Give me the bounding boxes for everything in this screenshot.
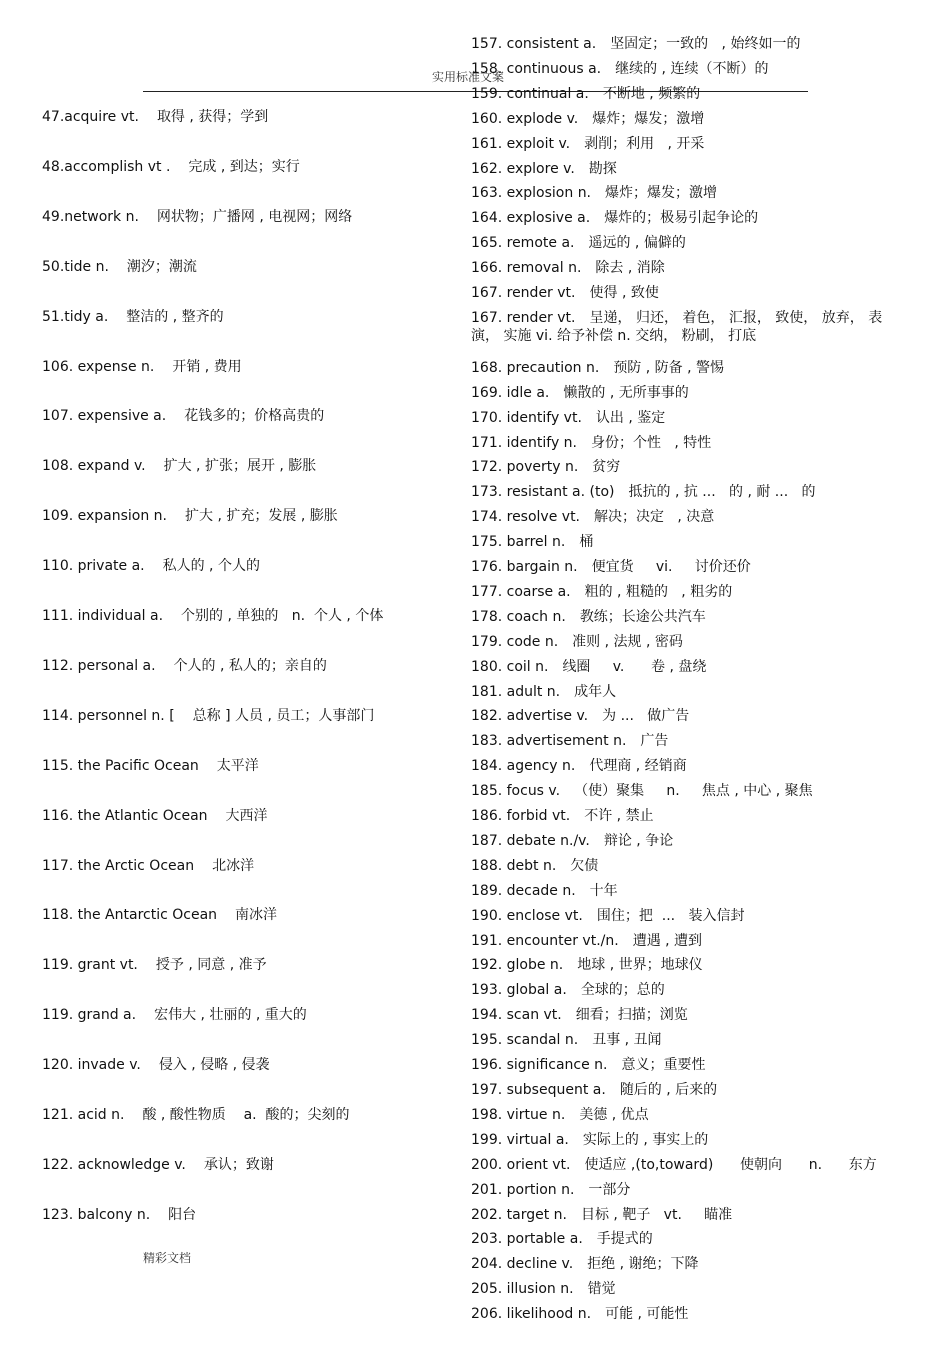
vocab-term: 194. scan vt. [471, 1007, 562, 1023]
vocab-definition: 地球 , 世界；地球仪 [577, 957, 703, 973]
vocab-entry [471, 35, 800, 53]
vocab-term: 111. individual a. [42, 608, 164, 624]
vocab-term: 109. expansion n. [42, 508, 168, 524]
vocab-entry [471, 1280, 616, 1298]
vocab-definition: （使）聚集 n. 焦点 , 中心 , 聚焦 [574, 783, 813, 799]
vocab-term: 198. virtue n. [471, 1107, 566, 1123]
vocab-term: 191. encounter vt./n. [471, 933, 619, 949]
vocab-term: 186. forbid vt. [471, 808, 571, 824]
vocab-entry [471, 135, 704, 153]
vocab-entry [471, 359, 724, 377]
vocab-entry [42, 857, 254, 875]
vocab-term: 162. explore v. [471, 161, 575, 177]
vocab-definition: 阳台 [168, 1207, 197, 1223]
vocab-definition: 侵入 , 侵略 , 侵袭 [158, 1057, 270, 1073]
vocab-term: 170. identify vt. [471, 410, 582, 426]
vocab-entry [471, 508, 714, 526]
vocab-definition: 不断地 , 频繁的 [602, 86, 701, 102]
vocab-term: 163. explosion n. [471, 185, 592, 201]
vocab-term: 169. idle a. [471, 385, 550, 401]
vocab-definition: 整洁的 , 整齐的 [126, 309, 224, 325]
vocab-term: 183. advertisement n. [471, 733, 627, 749]
vocab-term: 160. explode v. [471, 111, 579, 127]
vocab-term: 51.tidy a. [42, 309, 109, 325]
vocab-definition: 花钱多的；价格高贵的 [184, 408, 325, 424]
vocab-definition: 十年 [589, 883, 618, 899]
vocab-term: 112. personal a. [42, 658, 156, 674]
vocab-term: 114. personnel n. [ [42, 708, 175, 724]
vocab-term: 161. exploit v. [471, 136, 571, 152]
vocab-entry [42, 906, 277, 924]
vocab-term: 175. barrel n. [471, 534, 566, 550]
vocab-term: 204. decline v. [471, 1256, 574, 1272]
vocab-definition: 承认；致谢 [203, 1157, 274, 1173]
vocab-definition: 酸 , 酸性物质 a. 酸的；尖刻的 [142, 1107, 350, 1123]
vocab-term: 206. likelihood n. [471, 1306, 592, 1322]
vocab-definition: 拒绝 , 谢绝；下降 [587, 1256, 699, 1272]
vocab-term: 200. orient vt. [471, 1157, 571, 1173]
vocab-entry [471, 184, 717, 202]
vocab-entry [42, 407, 324, 425]
vocab-entry [471, 284, 659, 302]
vocab-term: 164. explosive a. [471, 210, 591, 226]
vocab-definition: 取得 , 获得；学到 [156, 109, 269, 125]
vocab-term: 188. debt n. [471, 858, 557, 874]
vocab-entry [471, 160, 617, 178]
vocab-entry [471, 1156, 877, 1174]
vocab-term: 48.accomplish vt . [42, 159, 171, 175]
vocab-definition: 南冰洋 [235, 907, 278, 923]
vocab-definition: 欠债 [570, 858, 599, 874]
vocab-definition: 不许 , 禁止 [584, 808, 654, 824]
vocab-entry [471, 707, 689, 725]
vocab-term: 185. focus v. [471, 783, 561, 799]
vocab-entry [42, 1106, 350, 1124]
vocab-term: 195. scandal n. [471, 1032, 579, 1048]
vocab-definition: 错觉 [587, 1281, 616, 1297]
vocab-definition: 实际上的 , 事实上的 [582, 1132, 709, 1148]
vocab-definition: 懒散的 , 无所事事的 [563, 385, 689, 401]
vocab-entry [471, 533, 593, 551]
vocab-definition: 随后的 , 后来的 [619, 1082, 718, 1098]
vocab-entry [471, 1131, 708, 1149]
vocab-definition: 扩大 , 扩张；展开 , 膨胀 [163, 458, 317, 474]
vocab-definition: 目标 , 靶子 vt. 瞄准 [580, 1207, 733, 1223]
vocab-term: 202. target n. [471, 1207, 567, 1223]
vocab-term: 107. expensive a. [42, 408, 167, 424]
vocab-definition: 围住；把 ... 装入信封 [596, 908, 745, 924]
vocab-entry [471, 882, 618, 900]
vocab-definition: 北冰洋 [212, 858, 255, 874]
vocab-entry [471, 658, 706, 676]
vocab-entry [471, 85, 700, 103]
vocab-definition: 遭遇 , 遭到 [632, 933, 703, 949]
vocab-entry [471, 981, 665, 999]
vocab-entry [471, 1230, 653, 1248]
vocab-term: 47.acquire vt. [42, 109, 139, 125]
vocab-term: 157. consistent a. [471, 36, 597, 52]
vocab-term: 121. acid n. [42, 1107, 125, 1123]
vocab-term: 190. enclose vt. [471, 908, 583, 924]
vocab-term: 181. adult n. [471, 684, 561, 700]
vocab-entry [471, 1255, 699, 1273]
vocab-term: 189. decade n. [471, 883, 576, 899]
vocab-entry [42, 1206, 196, 1224]
vocab-entry [42, 956, 267, 974]
vocab-term: 123. balcony n. [42, 1207, 151, 1223]
vocab-definition: 授予 , 同意 , 准予 [155, 957, 267, 973]
vocab-term: 177. coarse a. [471, 584, 571, 600]
vocab-definition: 抵抗的 , 抗 ... 的 , 耐 ... 的 [628, 484, 816, 500]
vocab-entry [471, 209, 758, 227]
vocab-term: 196. significance n. [471, 1057, 608, 1073]
vocab-term: 106. expense n. [42, 359, 155, 375]
vocab-entry [471, 234, 686, 252]
vocab-definition: 粗的 , 粗糙的 , 粗劣的 [584, 584, 733, 600]
vocab-entry [471, 558, 751, 576]
vocab-entry [42, 1156, 274, 1174]
vocab-term: 165. remote a. [471, 235, 575, 251]
vocab-term: 167. render vt. [471, 285, 576, 301]
vocab-definition: 线圈 v. 卷 , 盘绕 [562, 659, 707, 675]
vocab-definition: 全球的；总的 [580, 982, 665, 998]
page-header: 实用标准文案 [432, 70, 505, 84]
vocab-definition: 除去 , 消除 [595, 260, 665, 276]
vocab-term: 119. grant vt. [42, 957, 138, 973]
vocab-definition: 贫穷 [592, 459, 621, 475]
vocab-entry [471, 732, 668, 750]
vocab-definition: 爆炸；爆发；激增 [605, 185, 718, 201]
vocab-term: 166. removal n. [471, 260, 582, 276]
vocab-entry [42, 607, 383, 625]
vocab-entry [471, 434, 711, 452]
vocab-term: 49.network n. [42, 209, 139, 225]
vocab-definition: 准则 , 法规 , 密码 [572, 634, 683, 650]
vocab-entry [471, 608, 706, 626]
vocab-term: 159. continual a. [471, 86, 589, 102]
vocab-definition: 一部分 [588, 1182, 631, 1198]
vocab-entry [42, 258, 197, 276]
vocab-definition: 呈递， 归还， 着色， 汇报， 致使， 放弃， 表演， 实施 vi. 给予补偿 n. 交纳， 粉刷， 打底 [471, 310, 883, 344]
vocab-definition: 可能 , 可能性 [605, 1306, 689, 1322]
vocab-entry [42, 108, 268, 126]
vocab-entry [471, 857, 598, 875]
vocab-entry [471, 832, 673, 850]
vocab-term: 201. portion n. [471, 1182, 575, 1198]
vocab-definition: 坚固定；一致的 , 始终如一的 [610, 36, 801, 52]
vocab-definition: 辩论 , 争论 [603, 833, 674, 849]
vocab-definition: 手提式的 [596, 1231, 653, 1247]
vocab-definition: 便宜货 vi. 讨价还价 [591, 559, 751, 575]
vocab-entry [42, 557, 260, 575]
vocab-entry [42, 657, 327, 675]
vocab-entry [471, 259, 665, 277]
vocab-entry [471, 309, 891, 345]
vocab-entry [471, 1206, 732, 1224]
vocab-definition: 教练；长途公共汽车 [579, 609, 706, 625]
vocab-entry [471, 483, 816, 501]
vocab-definition: 预防 , 防备 , 警惕 [613, 360, 725, 376]
vocab-term: 167. render vt. [471, 310, 576, 326]
page-footer: 精彩文档 [143, 1251, 192, 1265]
vocab-entry [42, 158, 300, 176]
vocab-definition: 桶 [579, 534, 594, 550]
vocab-term: 178. coach n. [471, 609, 566, 625]
vocab-entry [471, 384, 689, 402]
vocab-entry [471, 1056, 706, 1074]
vocab-definition: 使得 , 致使 [589, 285, 659, 301]
vocab-entry [471, 583, 732, 601]
vocab-term: 176. bargain n. [471, 559, 578, 575]
vocab-entry [42, 1006, 307, 1024]
vocab-entry [42, 1056, 270, 1074]
vocab-term: 122. acknowledge v. [42, 1157, 186, 1173]
vocab-definition: 继续的 , 连续（不断）的 [615, 61, 769, 77]
vocab-definition: 成年人 [574, 684, 617, 700]
vocab-definition: 剥削；利用 , 开采 [584, 136, 705, 152]
vocab-term: 117. the Arctic Ocean [42, 858, 195, 874]
vocab-entry [42, 807, 268, 825]
vocab-definition: 爆炸；爆发；激增 [592, 111, 705, 127]
vocab-entry [42, 358, 242, 376]
vocab-entry [471, 60, 768, 78]
vocab-definition: 完成 , 到达；实行 [188, 159, 300, 175]
vocab-entry [471, 1181, 630, 1199]
vocab-definition: 网状物；广播网 , 电视网；网络 [156, 209, 353, 225]
vocab-entry [471, 1081, 717, 1099]
vocab-term: 187. debate n./v. [471, 833, 590, 849]
vocab-term: 158. continuous a. [471, 61, 602, 77]
vocab-term: 172. poverty n. [471, 459, 579, 475]
vocab-definition: 细看；扫描；浏览 [575, 1007, 688, 1023]
vocab-entry [471, 932, 702, 950]
vocab-definition: 广告 [640, 733, 669, 749]
vocab-term: 119. grand a. [42, 1007, 137, 1023]
vocab-term: 50.tide n. [42, 259, 109, 275]
vocab-entry [471, 1106, 649, 1124]
vocab-entry [42, 707, 374, 725]
vocab-entry [471, 683, 616, 701]
vocab-term: 116. the Atlantic Ocean [42, 808, 208, 824]
vocab-definition: 丑事 , 丑闻 [592, 1032, 662, 1048]
vocab-term: 197. subsequent a. [471, 1082, 606, 1098]
vocab-definition: 总称 ] 人员 , 员工；人事部门 [192, 708, 375, 724]
vocab-term: 171. identify n. [471, 435, 578, 451]
vocab-entry [471, 633, 683, 651]
vocab-term: 108. expand v. [42, 458, 146, 474]
vocab-term: 205. illusion n. [471, 1281, 574, 1297]
vocab-term: 180. coil n. [471, 659, 549, 675]
vocab-entry [471, 782, 813, 800]
vocab-entry [471, 757, 687, 775]
vocab-entry [42, 308, 224, 326]
vocab-definition: 私人的 , 个人的 [162, 558, 260, 574]
vocab-definition: 太平洋 [216, 758, 259, 774]
vocab-definition: 使适应 ,(to,toward) 使朝向 n. 东方 [584, 1157, 877, 1173]
vocab-definition: 扩大 , 扩充；发展 , 膨胀 [185, 508, 338, 524]
vocab-term: 115. the Pacific Ocean [42, 758, 199, 774]
vocab-entry [471, 409, 665, 427]
vocab-definition: 解决；决定 , 决意 [594, 509, 715, 525]
vocab-entry [471, 1006, 688, 1024]
vocab-definition: 宏伟大 , 壮丽的 , 重大的 [154, 1007, 307, 1023]
vocab-term: 199. virtual a. [471, 1132, 569, 1148]
vocab-entry [471, 956, 703, 974]
vocab-definition: 认出 , 鉴定 [595, 410, 666, 426]
vocab-term: 193. global a. [471, 982, 567, 998]
vocab-entry [42, 457, 316, 475]
vocab-term: 173. resistant a. (to) [471, 484, 615, 500]
vocab-term: 182. advertise v. [471, 708, 589, 724]
vocab-definition: 开销 , 费用 [172, 359, 242, 375]
vocab-term: 174. resolve vt. [471, 509, 581, 525]
vocab-definition: 爆炸的；极易引起争论的 [604, 210, 759, 226]
vocab-definition: 为 ... 做广告 [602, 708, 690, 724]
vocab-definition: 美德 , 优点 [579, 1107, 649, 1123]
vocab-term: 179. code n. [471, 634, 559, 650]
vocab-term: 203. portable a. [471, 1231, 583, 1247]
vocab-definition: 大西洋 [225, 808, 268, 824]
vocab-definition: 勘探 [588, 161, 617, 177]
vocab-definition: 代理商 , 经销商 [589, 758, 687, 774]
vocab-term: 118. the Antarctic Ocean [42, 907, 218, 923]
vocab-entry [471, 807, 654, 825]
vocab-definition: 潮汐；潮流 [126, 259, 197, 275]
vocab-term: 184. agency n. [471, 758, 576, 774]
vocab-definition: 个别的 , 单独的 n. 个人 , 个体 [181, 608, 384, 624]
vocab-entry [42, 757, 259, 775]
vocab-definition: 遥远的 , 偏僻的 [588, 235, 686, 251]
vocab-term: 120. invade v. [42, 1057, 141, 1073]
vocab-entry [471, 1305, 688, 1323]
vocab-definition: 意义；重要性 [621, 1057, 706, 1073]
vocab-entry [471, 458, 620, 476]
vocab-term: 110. private a. [42, 558, 145, 574]
vocab-entry [42, 208, 352, 226]
vocab-entry [471, 907, 744, 925]
vocab-entry [471, 1031, 662, 1049]
vocab-definition: 身份；个性 , 特性 [591, 435, 712, 451]
vocab-definition: 个人的 , 私人的；亲自的 [173, 658, 327, 674]
vocab-entry [42, 507, 338, 525]
vocab-term: 168. precaution n. [471, 360, 600, 376]
vocab-entry [471, 110, 704, 128]
vocab-term: 192. globe n. [471, 957, 564, 973]
